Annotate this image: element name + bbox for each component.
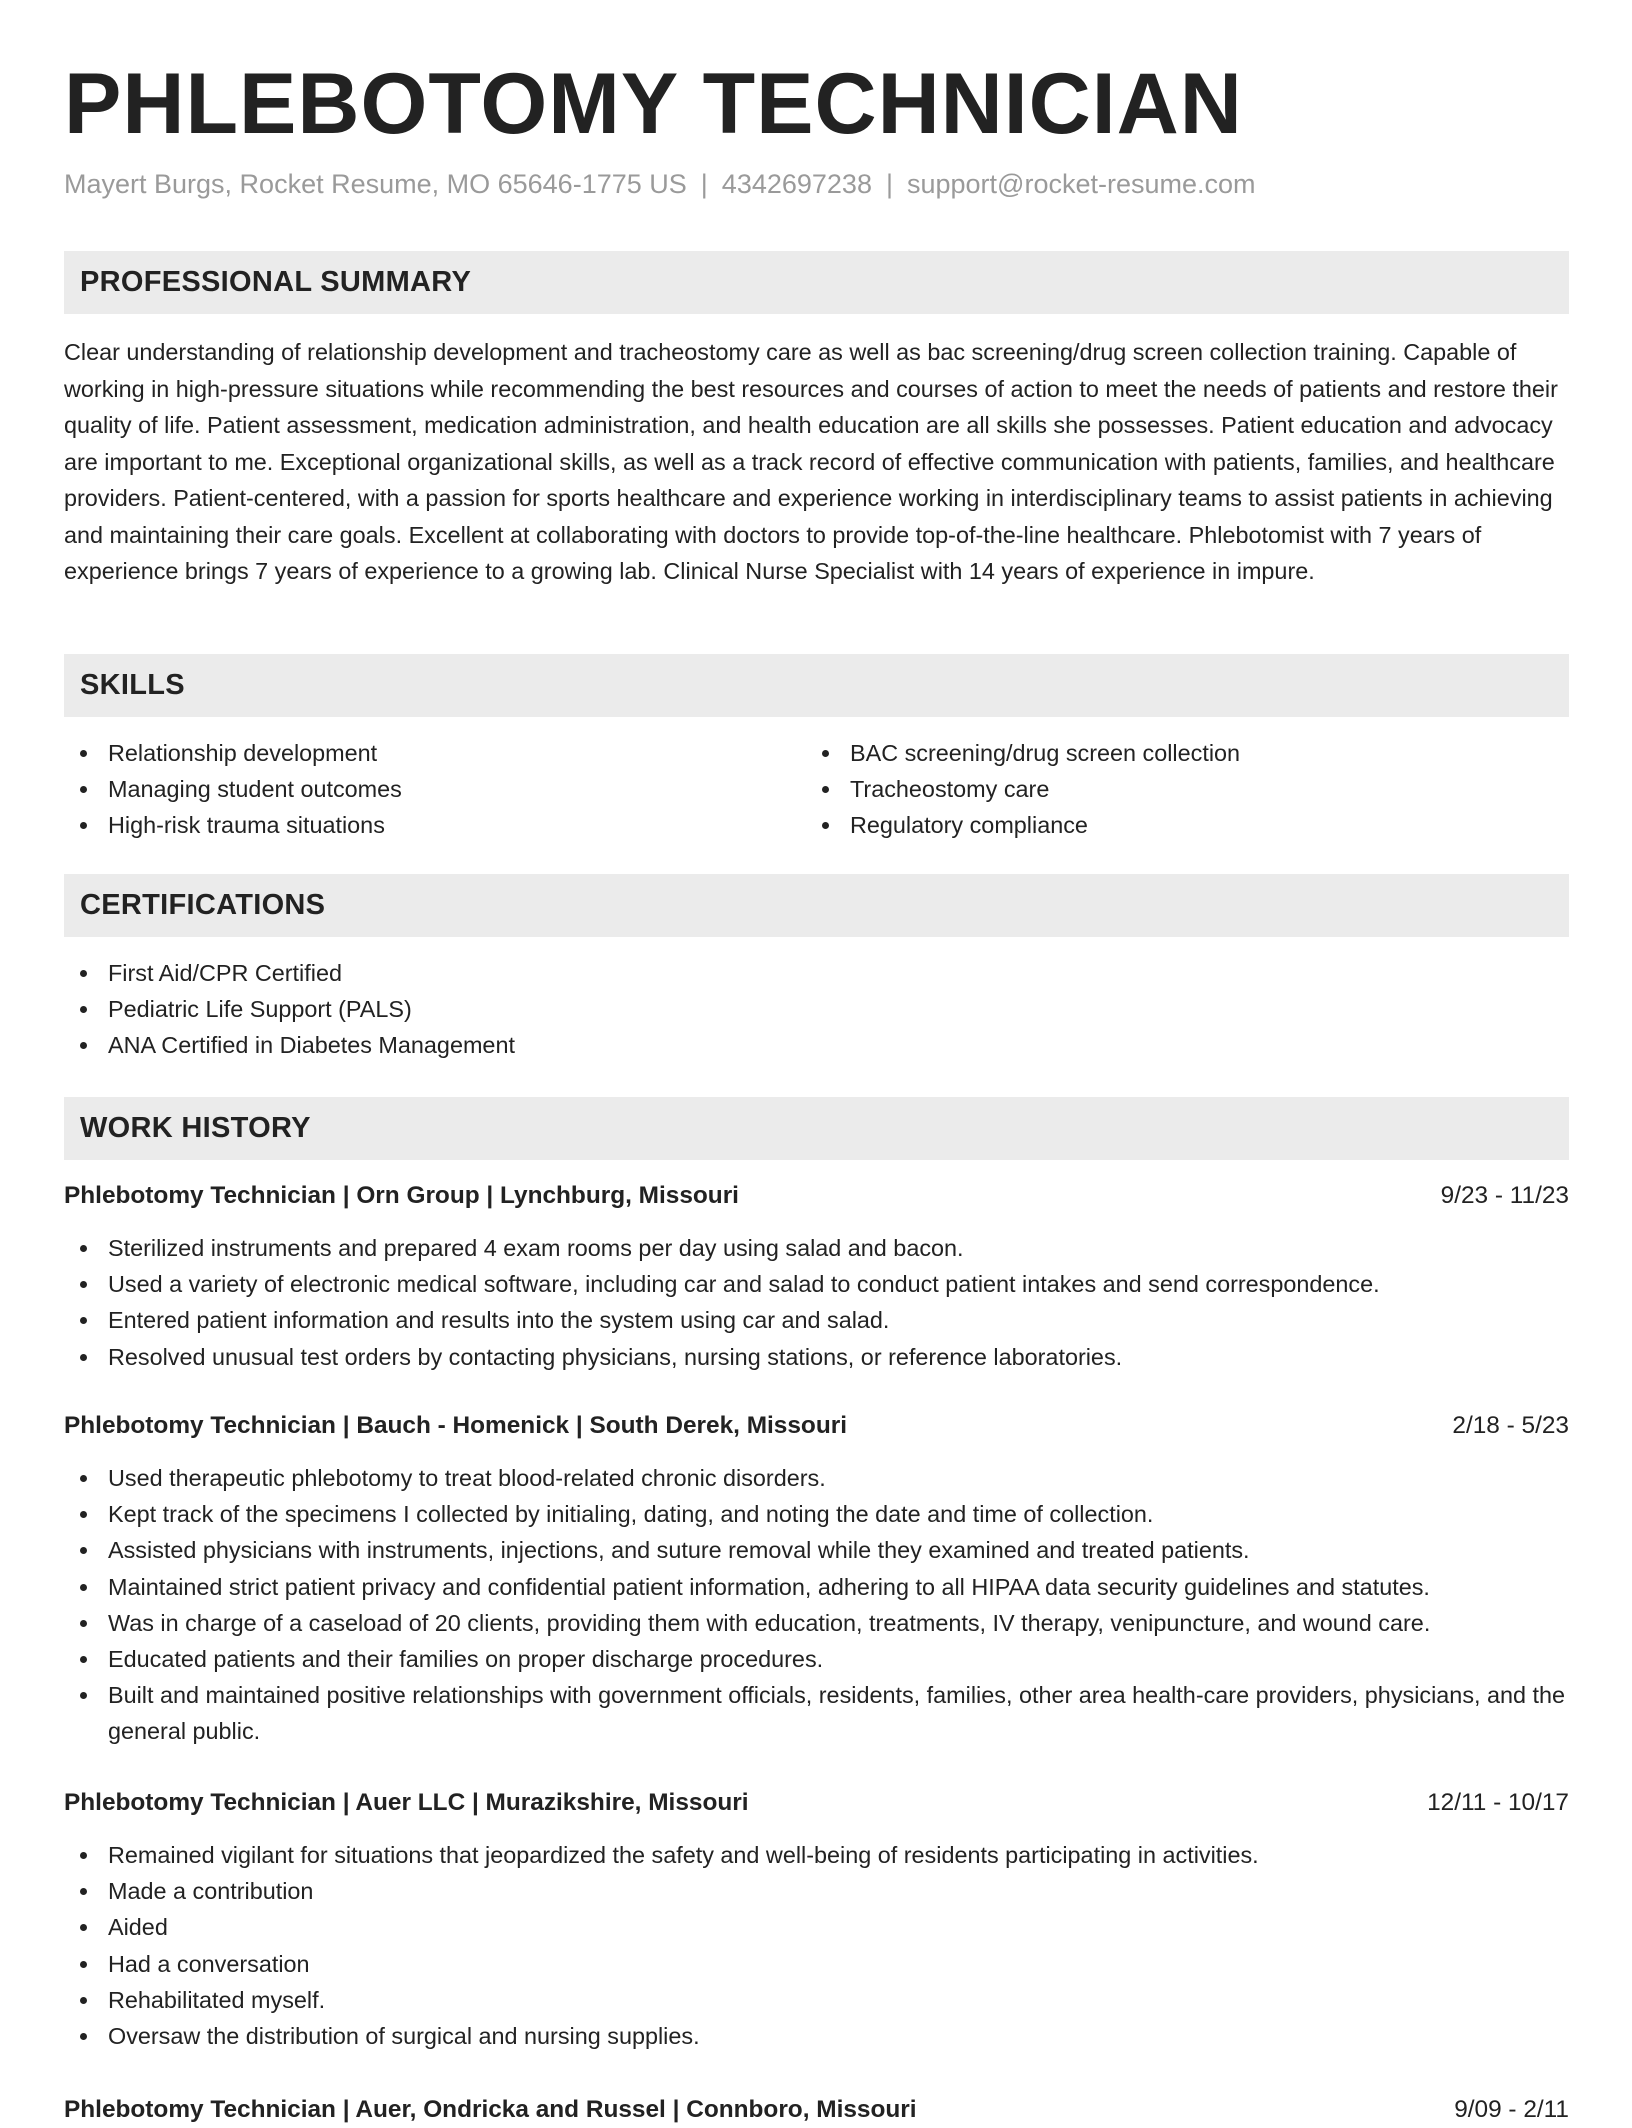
contact-separator: | <box>885 169 893 199</box>
job-entry <box>64 1785 1569 2054</box>
contact-phone: 4342697238 <box>721 169 872 199</box>
job-dates: 9/09 - 2/11 <box>1454 2096 1569 2123</box>
job-duty: Made a contribution <box>64 1873 1569 1909</box>
job-duty: Assisted physicians with instruments, injections, and suture removal while they examined and treated patients. <box>64 1532 1569 1568</box>
job-entry <box>64 1408 1569 1750</box>
job-duty: Built and maintained positive relationships with government officials, residents, families, other area health-care providers, physicians, and the general public. <box>64 1677 1569 1749</box>
job-duty: Remained vigilant for situations that jeopardized the safety and well-being of residents participating in activities. <box>64 1837 1569 1873</box>
certification-item: Pediatric Life Support (PALS) <box>64 991 515 1027</box>
skills-section-header <box>64 654 1569 717</box>
job-entry <box>64 1178 1569 1375</box>
job-duty: Was in charge of a caseload of 20 clients, providing them with education, treatments, IV therapy, venipuncture, and wound care. <box>64 1605 1569 1641</box>
job-entry <box>64 2092 1569 2128</box>
skill-item: Regulatory compliance <box>806 807 1240 843</box>
skill-item: Relationship development <box>64 735 402 771</box>
skill-item: Tracheostomy care <box>806 771 1240 807</box>
job-duty: Had a conversation <box>64 1946 1569 1982</box>
summary-heading: PROFESSIONAL SUMMARY <box>80 266 472 298</box>
job-header <box>64 2092 1569 2128</box>
skill-item: BAC screening/drug screen collection <box>806 735 1240 771</box>
job-duty: Educated patients and their families on proper discharge procedures. <box>64 1641 1569 1677</box>
contact-line <box>64 166 1256 202</box>
resume-title: PHLEBOTOMY TECHNICIAN <box>64 56 1243 152</box>
job-duty: Used a variety of electronic medical software, including car and salad to conduct patient intakes and send correspondence. <box>64 1266 1569 1302</box>
job-duties-list <box>64 1230 1569 1375</box>
job-duty: Oversaw the distribution of surgical and nursing supplies. <box>64 2018 1569 2054</box>
certification-item: First Aid/CPR Certified <box>64 955 515 991</box>
certifications-list <box>64 955 515 1064</box>
job-header <box>64 1178 1569 1214</box>
job-duty: Rehabilitated myself. <box>64 1982 1569 2018</box>
contact-address: Mayert Burgs, Rocket Resume, MO 65646-1775 US <box>64 169 687 199</box>
summary-text: Clear understanding of relationship development and tracheostomy care as well as bac screening/drug screen collection training. Capable of working in high-pressure situations while recommending the best resources and courses of action to meet the needs of patients and restore their quality of life. Patient assessment, medication administration, and health education are all skills she possesses. Patient education and advocacy are important to me. Exceptional organizational skills, as well as a track record of effective communication with patients, families, and healthcare providers. Patient-centered, with a passion for sports healthcare and experience working in interdisciplinary teams to assist patients in achieving and maintaining their care goals. Excellent at collaborating with doctors to provide top-of-the-line healthcare. Phlebotomist with 7 years of experience brings 7 years of experience to a growing lab. Clinical Nurse Specialist with 14 years of experience in impure. <box>64 339 1558 584</box>
job-duty: Resolved unusual test orders by contacting physicians, nursing stations, or reference laboratories. <box>64 1339 1569 1375</box>
contact-separator: | <box>700 169 708 199</box>
certifications-heading: CERTIFICATIONS <box>80 889 326 921</box>
job-title: Phlebotomy Technician | Orn Group | Lynchburg, Missouri <box>64 1182 739 1209</box>
job-dates: 12/11 - 10/17 <box>1427 1789 1569 1816</box>
skills-list-left <box>64 735 402 844</box>
job-title: Phlebotomy Technician | Auer, Ondricka and Russel | Connboro, Missouri <box>64 2096 917 2123</box>
job-header <box>64 1408 1569 1444</box>
certifications-section-header <box>64 874 1569 937</box>
job-duty: Entered patient information and results into the system using car and salad. <box>64 1302 1569 1338</box>
job-dates: 9/23 - 11/23 <box>1440 1182 1569 1209</box>
job-duties-list <box>64 1837 1569 2054</box>
job-header <box>64 1785 1569 1821</box>
job-duty: Sterilized instruments and prepared 4 exam rooms per day using salad and bacon. <box>64 1230 1569 1266</box>
summary-section-header <box>64 251 1569 314</box>
contact-email: support@rocket-resume.com <box>906 169 1256 199</box>
skills-list-right <box>806 735 1240 844</box>
skills-heading: SKILLS <box>80 669 185 701</box>
skill-item: Managing student outcomes <box>64 771 402 807</box>
work-history-heading: WORK HISTORY <box>80 1112 311 1144</box>
job-duty: Used therapeutic phlebotomy to treat blood-related chronic disorders. <box>64 1460 1569 1496</box>
job-title: Phlebotomy Technician | Auer LLC | Murazikshire, Missouri <box>64 1789 749 1816</box>
job-duty: Aided <box>64 1909 1569 1945</box>
work-history-section-header <box>64 1097 1569 1160</box>
job-duty: Maintained strict patient privacy and confidential patient information, adhering to all HIPAA data security guidelines and statutes. <box>64 1569 1569 1605</box>
job-title: Phlebotomy Technician | Bauch - Homenick | South Derek, Missouri <box>64 1412 848 1439</box>
job-duties-list <box>64 1460 1569 1750</box>
certification-item: ANA Certified in Diabetes Management <box>64 1027 515 1063</box>
job-duty: Kept track of the specimens I collected by initialing, dating, and noting the date and time of collection. <box>64 1496 1569 1532</box>
job-dates: 2/18 - 5/23 <box>1452 1412 1569 1439</box>
skill-item: High-risk trauma situations <box>64 807 402 843</box>
